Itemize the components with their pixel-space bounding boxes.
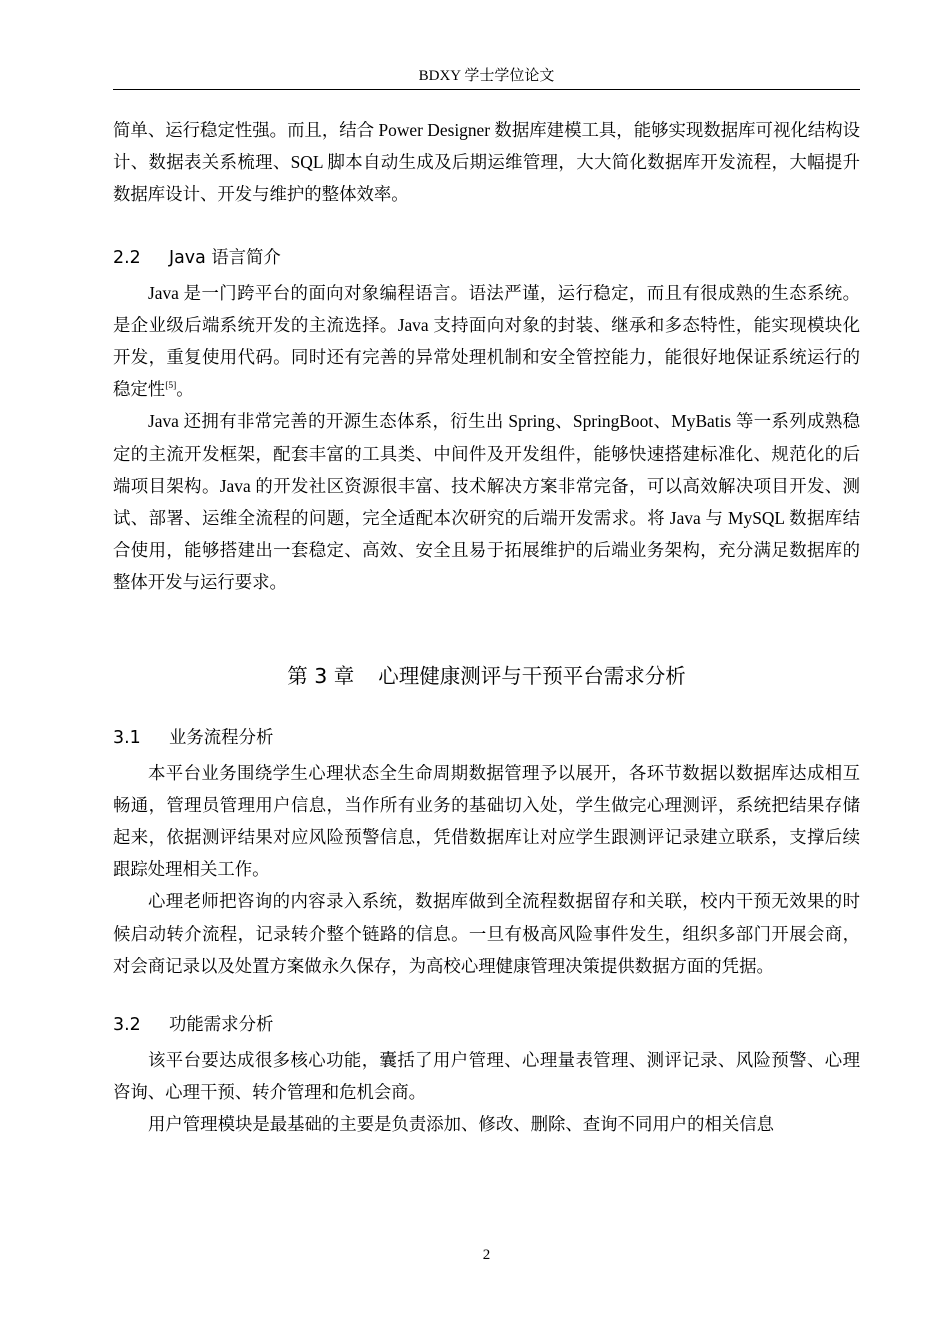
section-number: 3.1: [113, 727, 141, 748]
paragraph-func-2: 用户管理模块是最基础的主要是负责添加、修改、删除、查询不同用户的相关信息: [148, 1114, 775, 1135]
paragraph-text: Java 是一门跨平台的面向对象编程语言。语法严谨，运行稳定，而且有很成熟的生态系统。是企业级后端系统开发的主流选择。Java 支持面向对象的封装、继承和多态特性，能实现模块化开发，重复使用代码。同时还有完善的异常处理机制和安全管控能力，能很好地保证系统运行的稳定性: [113, 282, 860, 400]
section-title: 功能需求分析: [169, 1015, 274, 1036]
paragraph-flow-1: 本平台业务围绕学生心理状态全生命周期数据管理予以展开，各环节数据以数据库达成相互畅通，管理员管理用户信息，当作所有业务的基础切入处，学生做完心理测评，系统把结果存储起来，依据测评结果对应风险预警信息，凭借数据库让对应学生跟测评记录建立联系，支撑后续跟踪处理相关工作。: [113, 762, 860, 880]
chapter-heading: [113, 660, 860, 692]
paragraph-func-1: 该平台要达成很多核心功能，囊括了用户管理、心理量表管理、测评记录、风险预警、心理咨询、心理干预、转介管理和危机会商。: [113, 1050, 860, 1103]
section-heading-2-2: [113, 242, 860, 274]
section-heading-3-2: [113, 1009, 860, 1041]
chapter-number: 第 3 章: [287, 663, 355, 688]
paragraph-intro: 简单、运行稳定性强。而且，结合 Power Designer 数据库建模工具，能够实现数据库可视化结构设计、数据表关系梳理、SQL 脚本自动生成及后期运维管理，大大简化数据库开发流程，大幅提升数据库设计、开发与维护的整体效率。: [113, 120, 860, 205]
paragraph-java-1: [113, 277, 860, 406]
page-body: [113, 114, 860, 1141]
paragraph-flow-2: 心理老师把咨询的内容录入系统，数据库做到全流程数据留存和关联，校内干预无效果的时候启动转介流程，记录转介整个链路的信息。一旦有极高风险事件发生，组织多部门开展会商，对会商记录以及处置方案做永久保存，为高校心理健康管理决策提供数据方面的凭据。: [113, 891, 860, 976]
section-number: 3.2: [113, 1015, 141, 1036]
section-number: 2.2: [113, 247, 141, 268]
running-header: BDXY 学士学位论文: [418, 68, 555, 84]
section-title: Java 语言简介: [169, 247, 281, 268]
header-rule: [113, 89, 860, 90]
paragraph-java-2: Java 还拥有非常完善的开源生态体系，衍生出 Spring、SpringBoot、MyBatis 等一系列成熟稳定的主流开发框架，配套丰富的工具类、中间件及开发组件，能够快速搭建标准化、规范化的后端项目架构。Java 的开发社区资源很丰富、技术解决方案非常完备，可以高效解决项目开发、测试、部署、运维全流程的问题，完全适配本次研究的后端开发需求。将 Java 与 MySQL 数据库结合使用，能够搭建出一套稳定、高效、安全且易于拓展维护的后端业务架构，充分满足数据库的整体开发与运行要求。: [113, 411, 860, 593]
chapter-title: 心理健康测评与干预平台需求分析: [378, 663, 686, 688]
section-heading-3-1: [113, 722, 860, 754]
page-number: 2: [482, 1247, 491, 1263]
citation-marker: [5]: [165, 381, 177, 392]
paragraph-end: 。: [176, 379, 194, 400]
section-title: 业务流程分析: [169, 727, 274, 748]
